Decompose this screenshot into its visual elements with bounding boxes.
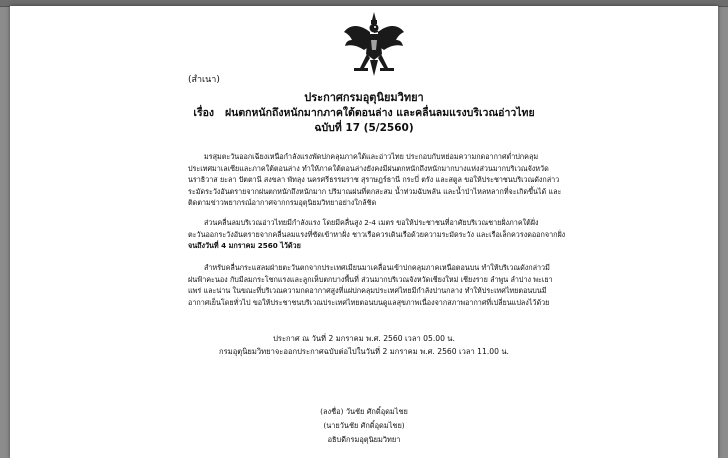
copy-label: (สำเนา) [188, 75, 220, 85]
paragraph-waves [188, 217, 668, 252]
paragraph-line: มรสุมตะวันออกเฉียงเหนือกำลังแรงพัดปกคลุมภาคใต้และอ่าวไทย ประกอบกับหย่อมความกดอากาศต่ำปกคลุม [204, 152, 539, 161]
paragraph-line: แพร่ และน่าน ในขณะที่บริเวณความกดอากาศสูงที่แผ่ปกคลุมประเทศไทยมีกำลังปานกลาง ทำให้ประเทศไทยตอนบนมี [188, 286, 547, 296]
announcement-title: ประกาศกรมอุตุนิยมวิทยา [304, 91, 424, 104]
paragraph-line: ประเทศมาเลเซียและภาคใต้ตอนล่าง ทำให้ภาคใต้ตอนล่างยังคงมีฝนตกหนักถึงหนักมากบางแห่งส่วนมากบริเวณจังหวัด [188, 163, 549, 173]
paragraph-monsoon [188, 151, 668, 209]
signature-line: (ลงชื่อ) วันชัย ศักดิ์อุดมไชย [320, 407, 408, 416]
paragraph-line: ฝนฟ้าคะนอง กับมีลมกระโชกแรงและลูกเห็บตกบางพื้นที่ ส่วนมากบริเวณจังหวัดเชียงใหม่ เชียงราย ลำพูน ลำปาง พะเยา [188, 274, 553, 284]
paragraph-north [188, 262, 668, 308]
issued-at: ประกาศ ณ วันที่ 2 มกราคม พ.ศ. 2560 เวลา 05.00 น. [273, 334, 455, 343]
paragraph-line: ส่วนคลื่นลมบริเวณอ่าวไทยมีกำลังแรง โดยมีคลื่นสูง 2-4 เมตร ขอให้ประชาชนที่อาศัยบริเวณชายฝั่งภาคใต้ฝั่ง [204, 218, 539, 227]
garuda-emblem-icon [342, 10, 406, 82]
signer-name: (นายวันชัย ศักดิ์อุดมไชย) [323, 421, 405, 430]
paragraph-line: ตะวันออกระวังอันตรายจากคลื่นลมแรงที่ซัดเข้าหาฝั่ง ชาวเรือควรเดินเรือด้วยความระมัดระวัง และเรือเล็กควรงดออกจากฝั่ง [188, 229, 566, 239]
paragraph-line: จนถึงวันที่ 4 มกราคม 2560 ไว้ด้วย [188, 241, 301, 251]
subject-prefix: เรื่อง [193, 107, 215, 119]
subject-text: ฝนตกหนักถึงหนักมากภาคใต้ตอนล่าง และคลื่นลมแรงบริเวณอ่าวไทย [225, 107, 535, 119]
signer-title: อธิบดีกรมอุตุนิยมวิทยา [327, 435, 401, 444]
paragraph-line: นราธิวาส ยะลา ปัตตานี สงขลา พัทลุง นครศรีธรรมราช สุราษฎร์ธานี กระบี่ ตรัง และสตูล ขอให้ประชาชนบริเวณดังกล่าว [188, 175, 560, 185]
paragraph-line: สำหรับคลื่นกระแสลมฝ่ายตะวันตกจากประเทศเมียนมาเคลื่อนเข้าปกคลุมภาคเหนือตอนบน ทำให้บริเวณดังกล่าวมี [204, 263, 550, 272]
paragraph-line: ติดตามข่าวพยากรณ์อากาศจากกรมอุตุนิยมวิทยาอย่างใกล้ชิด [188, 198, 377, 208]
paragraph-line: อากาศเย็นโดยทั่วไป ขอให้ประชาชนบริเวณประเทศไทยตอนบนดูแลสุขภาพเนื่องจากสภาพอากาศที่เปลี่ยนแปลงไว้ด้วย [188, 297, 550, 307]
paragraph-line: ระมัดระวังอันตรายจากฝนตกหนักถึงหนักมาก ปริมาณฝนที่ตกสะสม น้ำท่วมฉับพลัน และน้ำป่าไหลหลากที่จะเกิดขึ้นได้ และ [188, 186, 562, 196]
issue-number: ฉบับที่ 17 (5/2560) [314, 122, 414, 134]
document-page [10, 6, 718, 458]
next-bulletin: กรมอุตุนิยมวิทยาจะออกประกาศฉบับต่อไปในวันที่ 2 มกราคม พ.ศ. 2560 เวลา 11.00 น. [219, 347, 509, 356]
